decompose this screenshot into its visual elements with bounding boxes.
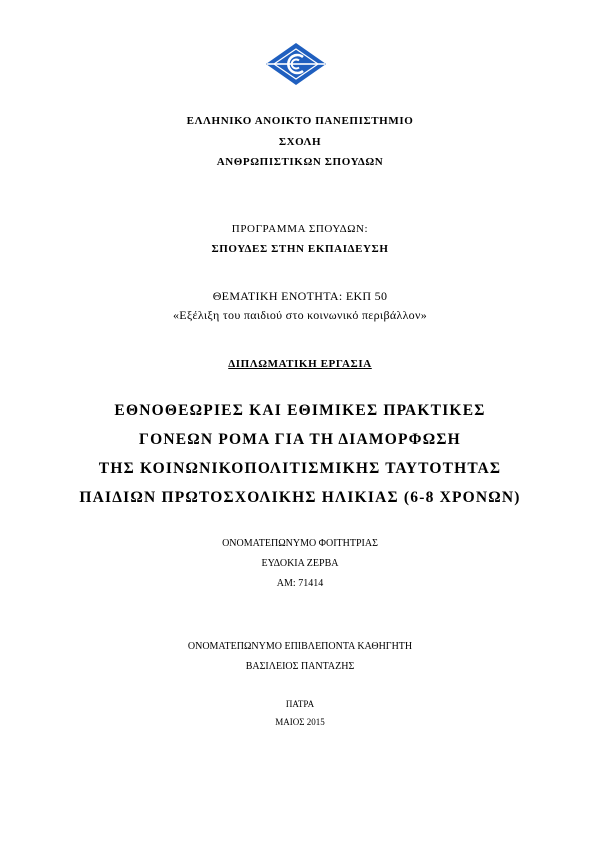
document-type: ΔΙΠΛΩΜΑΤΙΚΗ ΕΡΓΑΣΙΑ	[228, 358, 372, 370]
student-name: ΕΥΔΟΚΙΑ ΖΕΡΒΑ	[261, 558, 339, 569]
school-label: ΣΧΟΛΗ	[278, 136, 322, 148]
student-id: ΑΜ: 71414	[276, 578, 324, 589]
thesis-title-line-2: ΓΟΝΕΩΝ ΡΟΜΑ ΓΙΑ ΤΗ ΔΙΑΜΟΡΦΩΣΗ	[139, 431, 461, 448]
date: ΜΑΙΟΣ 2015	[275, 717, 325, 727]
school-name: ΑΝΘΡΩΠΙΣΤΙΚΩΝ ΣΠΟΥΔΩΝ	[216, 156, 384, 168]
thesis-title-line-4: ΠΑΙΔΙΩΝ ΠΡΩΤΟΣΧΟΛΙΚΗΣ ΗΛΙΚΙΑΣ (6-8 ΧΡΟΝΩΝ)	[79, 489, 521, 506]
supervisor-name: ΒΑΣΙΛΕΙΟΣ ΠΑΝΤΑΖΗΣ	[245, 661, 355, 672]
city: ΠΑΤΡΑ	[285, 699, 315, 709]
module-name: «Εξέλιξη του παιδιού στο κοινωνικό περιβάλλον»	[172, 308, 428, 322]
supervisor-label: ΟΝΟΜΑΤΕΠΩΝΥΜΟ ΕΠΙΒΛΕΠΟΝΤΑ ΚΑΘΗΓΗΤΗ	[187, 641, 413, 652]
thesis-title-line-3: ΤΗΣ ΚΟΙΝΩΝΙΚΟΠΟΛΙΤΙΣΜΙΚΗΣ ΤΑΥΤΟΤΗΤΑΣ	[98, 460, 502, 477]
program-label: ΠΡΟΓΡΑΜΜΑ ΣΠΟΥΔΩΝ:	[231, 223, 369, 235]
eap-diamond-logo-icon	[265, 42, 327, 86]
module-label: ΘΕΜΑΤΙΚΗ ΕΝΟΤΗΤΑ: ΕΚΠ 50	[212, 289, 388, 303]
student-label: ΟΝΟΜΑΤΕΠΩΝΥΜΟ ΦΟΙΤΗΤΡΙΑΣ	[222, 538, 378, 549]
thesis-title-line-1: ΕΘΝΟΘΕΩΡΙΕΣ ΚΑΙ ΕΘΙΜΙΚΕΣ ΠΡΑΚΤΙΚΕΣ	[114, 402, 486, 419]
program-name: ΣΠΟΥΔΕΣ ΣΤΗΝ ΕΚΠΑΙΔΕΥΣΗ	[211, 243, 389, 255]
university-name: ΕΛΛΗΝΙΚΟ ΑΝΟΙΚΤΟ ΠΑΝΕΠΙΣΤΗΜΙΟ	[186, 115, 414, 127]
